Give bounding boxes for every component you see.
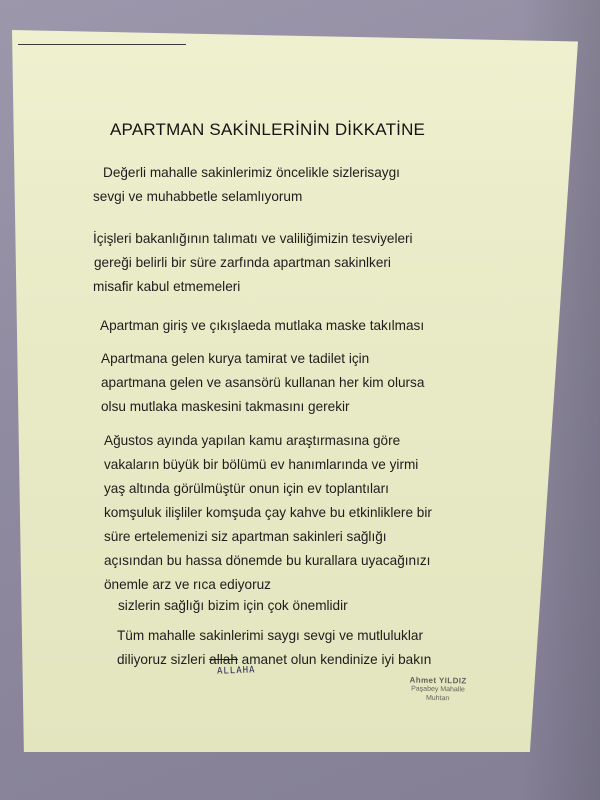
paper-top-rule: [18, 44, 186, 45]
text-line: Değerli mahalle sakinlerimiz öncelikle sizlerisaygı: [103, 165, 400, 180]
stamp-title-line2: Muhtarı: [425, 694, 450, 703]
text-line: [117, 648, 431, 672]
paragraph-ministry-instruction: [93, 227, 413, 299]
text-line: komşuluk ilişliler komşuda çay kahve bu etkinliklere bir: [104, 505, 432, 520]
paragraph-courier-rule: [101, 347, 424, 419]
paragraph-greeting: [93, 161, 400, 209]
paragraph-mask-rule: [100, 314, 424, 338]
closing-text-end: amanet olun kendinize iyi bakın: [237, 652, 432, 667]
text-line: apartmana gelen ve asansörü kullanan her kim olursa: [101, 375, 425, 390]
notice-title: APARTMAN SAKİNLERİNİN DİKKATİNE: [110, 120, 426, 139]
text-line: önemle arz ve rıca ediyoruz: [104, 577, 271, 592]
text-line: vakaların büyük bir bölümü ev hanımlarında ve yirmi: [104, 457, 419, 472]
text-line: Apartman giriş ve çıkışlaeda mutlaka maske takılması: [100, 318, 425, 333]
struck-word: allah: [209, 652, 238, 667]
paragraph-closing: [117, 624, 431, 672]
text-line: olsu mutlaka maskesini takmasını gerekir: [101, 399, 350, 414]
text-line: misafir kabul etmemeleri: [93, 279, 241, 294]
text-line: yaş altında görülmüştür onun için ev toplantıları: [104, 481, 389, 496]
stamp-name: Ahmet YILDIZ: [409, 675, 467, 686]
text-line: sevgi ve muhabbetle selamlıyorum: [93, 189, 303, 204]
paragraph-health-importance: [118, 594, 348, 618]
text-line: sizlerin sağlığı bizim için çok önemlidir: [118, 598, 348, 613]
text-line: süre ertelemenizi siz apartman sakinleri sağlığı: [104, 529, 387, 544]
text-line: İçişleri bakanlığının talımatı ve valiliğimizin tesviyeleri: [93, 231, 413, 246]
text-line: Apartmana gelen kurya tamirat ve tadilet için: [101, 351, 370, 366]
text-line: Tüm mahalle sakinlerimi saygı sevgi ve mutluluklar: [117, 628, 423, 643]
text-line: gereği belirli bir süre zarfında apartman sakinlkeri: [94, 255, 391, 270]
handwritten-correction: ALLAHA: [216, 665, 256, 677]
paragraph-research-note: [104, 429, 432, 597]
closing-text-start: diliyoruz sizleri: [117, 652, 210, 667]
text-line: Ağustos ayında yapılan kamu araştırmasına göre: [104, 433, 401, 448]
stamp-title-line1: Paşabey Mahalle: [411, 685, 465, 694]
muhtar-stamp: [386, 675, 490, 704]
text-line: açısından bu hassa dönemde bu kurallara uyacağınızı: [104, 553, 431, 568]
